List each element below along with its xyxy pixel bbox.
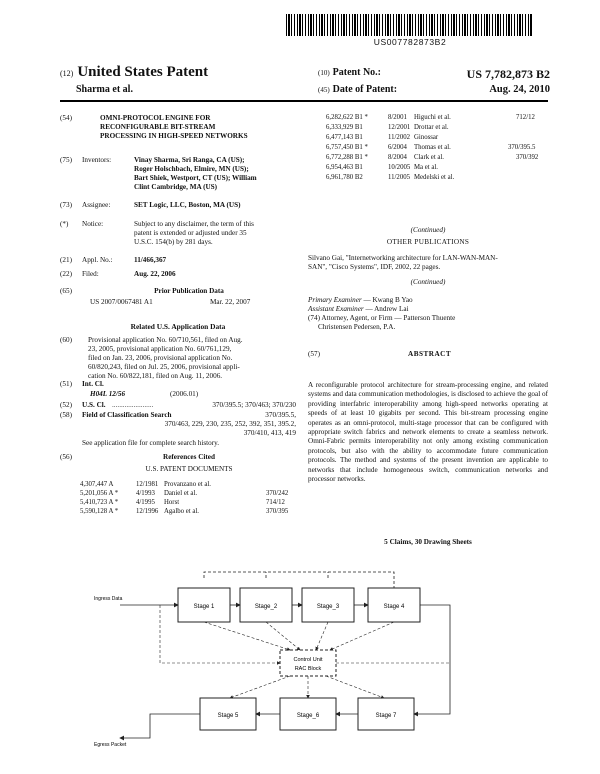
uscl-code: (52): [60, 401, 72, 409]
notice-code: (*): [60, 220, 69, 228]
related-text: [88, 336, 296, 381]
field-code: (58): [60, 411, 72, 419]
uscl-label: U.S. Cl.: [82, 401, 106, 409]
united-states-patent: United States Patent: [77, 64, 209, 80]
ref-date: 4/1993: [136, 490, 155, 497]
inventor-line: Vinay Sharma, Sri Ranga, CA (US);: [134, 156, 245, 164]
other-pub-line: SAN", "Cisco Systems", IDF, 2002, 22 pages.: [308, 263, 441, 271]
ref-name: Provanzano et al.: [164, 481, 211, 488]
abstract-text: A reconfigurable protocol architecture for stream-processing engine, and related systems and data communication methodologies, is disclosed to achieve the goal of providing interfabric interoperability among high-speed networks operating at speeds of at least 10 gigabits per second. This bit-stream processing engine operates as an omni-protocol, multi-stage processor that can be configured with appropriate switch fabrics and network elements to create a seamless network. Omni-Fabric permits interoperability not only among existing communication protocols, but also with the ability to accommodate future communication protocols. The method and systems of the present invention are applicable to networks that include homogeneous switch, communication networks and processor networks.: [308, 381, 548, 484]
title-code: (54): [60, 114, 72, 122]
representative-drawing: [90, 568, 510, 758]
date-label: Date of Patent:: [332, 84, 398, 95]
inventor-line: Clint Cambridge, MA (US): [134, 183, 218, 191]
ref-number: 5,201,056 A *: [80, 490, 119, 497]
ref-date: 10/2005: [388, 164, 411, 171]
ingress-label: Ingress Data: [94, 596, 123, 602]
stage-box: [368, 588, 420, 622]
ref-class: 712/12: [516, 114, 535, 121]
patent-no-label: Patent No.:: [332, 67, 381, 78]
ref-date: 12/2001: [388, 124, 411, 131]
patent-no-value: US 7,782,873 B2: [466, 67, 550, 81]
ref-class: 370/395.5: [508, 144, 536, 151]
prior-pub-title: Prior Publication Data: [154, 287, 224, 295]
uscl-dots: .......................: [112, 401, 154, 409]
stage-label: Stage_3: [316, 604, 340, 610]
header-rule: [60, 100, 548, 102]
barcode-number: US007782873B2: [373, 37, 447, 47]
other-publications-title: OTHER PUBLICATIONS: [386, 238, 470, 246]
patent-no-code: (10): [318, 69, 330, 77]
ref-number: 5,410,723 A *: [80, 499, 119, 506]
stage-label: Stage_2: [254, 604, 278, 610]
flow-arrows: [120, 572, 450, 738]
stage-box: [178, 588, 230, 622]
ref-name: Ginossar: [414, 134, 439, 141]
primary-examiner-value: Kwang B Yao: [372, 296, 413, 304]
appl-value: 11/466,367: [134, 256, 167, 264]
ref-date: 8/2004: [388, 154, 407, 161]
stage-box: [280, 698, 336, 730]
inventor-short: Sharma et al.: [76, 84, 133, 95]
title-line: PROCESSING IN HIGH-SPEED NETWORKS: [100, 132, 248, 140]
continued-label: (Continued): [410, 226, 446, 234]
ref-number: 6,961,780 B2: [326, 174, 363, 181]
assignee-value: SET Logic, LLC, Boston, MA (US): [134, 201, 241, 209]
abstract-code: (57): [308, 350, 320, 358]
inventors-code: (75): [60, 156, 72, 164]
field-line: 370/463, 229, 230, 235, 252, 392, 351, 395.2,: [164, 420, 296, 428]
filed-value: Aug. 22, 2006: [134, 270, 176, 278]
ref-class: 370/392: [516, 154, 539, 161]
notice-line: Subject to any disclaimer, the term of this: [134, 220, 254, 228]
ref-class: 714/12: [266, 499, 285, 506]
patent-title-header: [60, 64, 208, 81]
barcode: [286, 14, 532, 36]
ref-name: Higuchi et al.: [414, 114, 451, 121]
date-code: (45): [318, 86, 330, 94]
uscl-value: 370/395.5; 370/463; 370/230: [212, 401, 296, 409]
filed-code: (22): [60, 270, 72, 278]
stage-label: Stage 1: [193, 604, 215, 610]
notice-text: [134, 220, 296, 247]
ref-number: 4,307,447 A: [80, 481, 114, 488]
rac-block-label: RAC Block: [294, 666, 322, 672]
date-value: Aug. 24, 2010: [489, 84, 550, 95]
references-title: References Cited: [163, 453, 215, 461]
intcl-class: H04L 12/56: [90, 390, 126, 398]
ref-date: 6/2004: [388, 144, 407, 151]
related-code: (60): [60, 336, 72, 344]
ref-number: 6,477,143 B1: [326, 134, 363, 141]
related-line: Provisional application No. 60/710,561, filed on Aug.: [88, 336, 243, 344]
ref-name: Horst: [164, 499, 180, 506]
ref-number: 6,954,463 B1: [326, 164, 363, 171]
other-publications-text: [308, 254, 548, 272]
ref-name: Ma et al.: [414, 164, 438, 171]
abstract-title: ABSTRACT: [408, 350, 452, 358]
ref-number: 6,772,288 B1 *: [326, 154, 368, 161]
ref-number: 6,757,450 B1 *: [326, 144, 368, 151]
assignee-code: (73): [60, 201, 72, 209]
appl-label: Appl. No.:: [82, 256, 113, 264]
related-line: filed on Jan. 23, 2006, provisional application No.: [88, 354, 233, 362]
assistant-examiner-label: Assistant Examiner: [308, 305, 364, 313]
ref-name: Medelski et al.: [414, 174, 455, 181]
stage-box: [240, 588, 292, 622]
control-unit-label: Control Unit: [293, 657, 323, 663]
ref-number: 6,333,929 B1: [326, 124, 363, 131]
ref-date: 12/1981: [136, 481, 159, 488]
related-data-title: Related U.S. Application Data: [130, 322, 226, 331]
ref-date: 4/1995: [136, 499, 155, 506]
stage-label: Stage_6: [296, 713, 320, 719]
continued-label: (Continued): [410, 278, 446, 286]
attorney-code: (74): [308, 314, 320, 322]
stage-box: [358, 698, 414, 730]
inventor-line: Roger Holschbach, Elmire, MN (US);: [134, 165, 249, 173]
stage-label: Stage 7: [375, 713, 397, 719]
notice-line: U.S.C. 154(b) by 281 days.: [134, 238, 213, 246]
ref-number: 5,590,128 A *: [80, 508, 119, 515]
control-links: [160, 605, 450, 698]
ref-name: Clark et al.: [414, 154, 445, 161]
refs-code: (56): [60, 453, 72, 461]
ref-date: 11/2005: [388, 174, 411, 181]
stage-box: [200, 698, 256, 730]
claims-line: 5 Claims, 30 Drawing Sheets: [384, 538, 472, 546]
ref-name: Daniel et al.: [164, 490, 198, 497]
ref-class: 370/242: [266, 490, 289, 497]
ref-number: 6,282,622 B1 *: [326, 114, 368, 121]
attorney-line: Christensen Pedersen, P.A.: [318, 323, 396, 331]
us-docs-title: U.S. PATENT DOCUMENTS: [145, 465, 233, 473]
intcl-label: Int. Cl.: [82, 380, 104, 388]
notice-line: patent is extended or adjusted under 35: [134, 229, 247, 237]
notice-label: Notice:: [82, 220, 104, 228]
stage-label: Stage 5: [217, 713, 239, 719]
ref-date: 12/1996: [136, 508, 159, 515]
country-code: (12): [60, 69, 74, 78]
control-unit-box: [280, 650, 336, 676]
ref-class: 370/395: [266, 508, 289, 515]
stage-label: Stage 4: [383, 604, 405, 610]
prior-code: (65): [60, 287, 72, 295]
field-label: Field of Classification Search: [82, 411, 172, 419]
field-value: 370/395.5,: [265, 411, 296, 419]
patent-no-row: [318, 67, 550, 81]
ref-date: 8/2001: [388, 114, 407, 121]
date-row: [318, 84, 550, 95]
prior-pub-number: US 2007/0067481 A1: [90, 298, 153, 306]
egress-label: Egress Packet: [94, 742, 127, 748]
prior-pub-date: Mar. 22, 2007: [210, 298, 251, 306]
related-line: 23, 2005, provisional application No. 60/761,129,: [88, 345, 232, 353]
stage-box: [302, 588, 354, 622]
other-pub-line: Silvano Gai, "Internetworking architecture for LAN-WAN-MAN-: [308, 254, 498, 262]
see-application: See application file for complete search history.: [82, 439, 220, 447]
title-line: OMNI-PROTOCOL ENGINE FOR: [100, 114, 211, 122]
ref-name: Thomas et al.: [414, 144, 451, 151]
abstract-heading: [308, 350, 548, 359]
assignee-label: Assignee:: [82, 201, 111, 209]
field-values: [100, 420, 296, 438]
ref-name: Agalbo et al.: [164, 508, 199, 515]
field-line: 370/410, 413, 419: [243, 429, 296, 437]
inventors-list: [134, 156, 296, 192]
assistant-examiner-value: Andrew Lai: [374, 305, 409, 313]
related-line: cation No. 60/822,181, filed on Aug. 11, 2006.: [88, 372, 223, 380]
ref-date: 11/2002: [388, 134, 411, 141]
attorney-line: Attorney, Agent, or Firm — Patterson Thuente: [321, 314, 456, 322]
appl-code: (21): [60, 256, 72, 264]
examiner-block: Primary Examiner — Kwang B Yao Assistant Examiner — Andrew Lai (74) Attorney, Agent, or Firm — Patterson Thuente Christensen Pedersen, P.A.: [308, 296, 548, 332]
intcl-code: (51): [60, 380, 72, 388]
filed-label: Filed:: [82, 270, 99, 278]
primary-examiner-label: Primary Examiner: [308, 296, 362, 304]
intcl-date: (2006.01): [170, 390, 199, 398]
invention-title: [100, 114, 300, 141]
inventor-line: Bart Shiek, Westport, CT (US); William: [134, 174, 257, 182]
related-line: 60/820,243, filed on Jul. 25, 2006, provisional appli-: [88, 363, 240, 371]
ref-name: Drottar et al.: [414, 124, 449, 131]
title-line: RECONFIGURABLE BIT-STREAM: [100, 123, 216, 131]
inventors-label: Inventors:: [82, 156, 112, 164]
